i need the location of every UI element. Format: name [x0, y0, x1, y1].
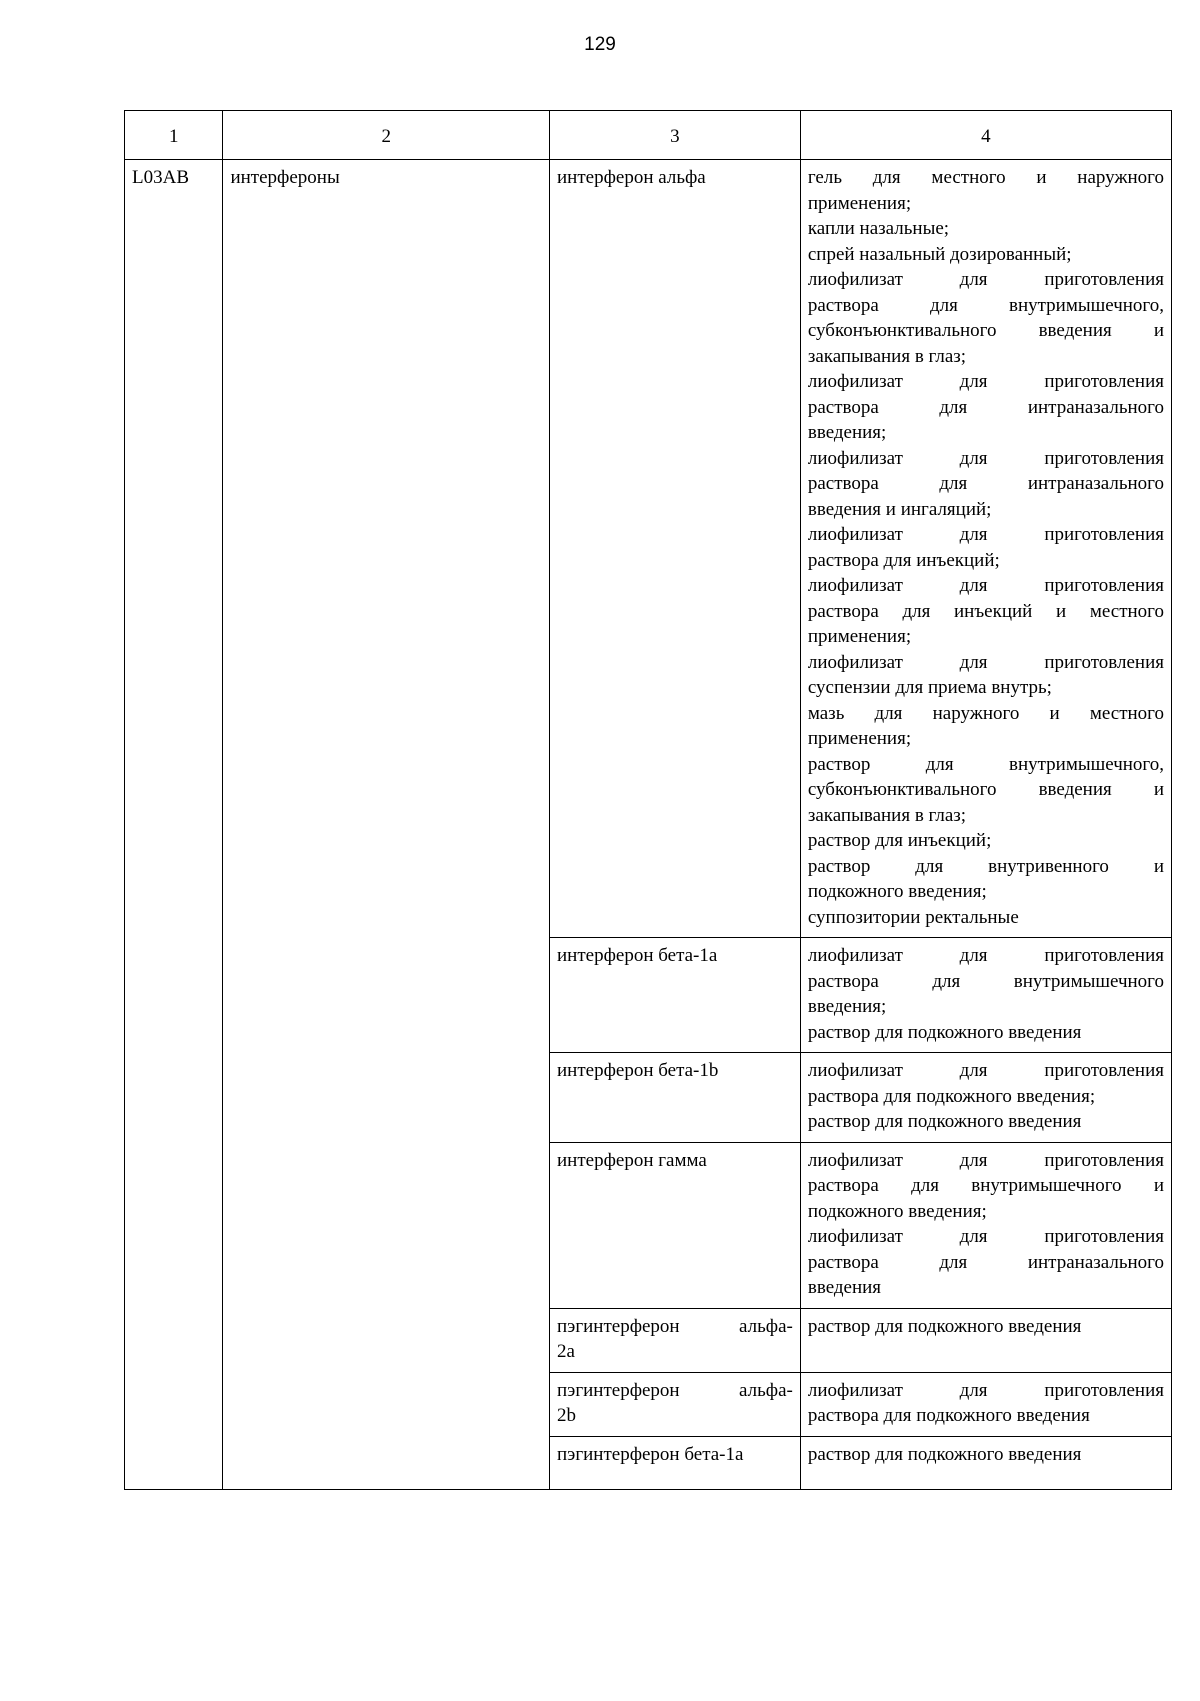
dosage-form-line: раствора для инъекций и местного: [807, 600, 1164, 622]
dosage-form-line: раствора для интраназального: [807, 396, 1164, 418]
drug-name-cell: [550, 160, 801, 938]
dosage-form-line: лиофилизат для приготовления: [807, 1226, 1164, 1247]
drug-table-body: [125, 111, 1172, 1490]
header-col-3: 3: [550, 111, 801, 160]
dosage-forms-cell: [800, 160, 1171, 938]
dosage-form-line: лиофилизат для приготовления: [807, 1149, 1164, 1171]
drug-name-cell: [550, 1372, 801, 1436]
dosage-form-line: закапывания в глаз;: [807, 345, 967, 367]
dosage-form-line: раствор для подкожного введения: [807, 1443, 1082, 1465]
dosage-form-line: субконъюнктивального введения и: [807, 320, 1164, 341]
group-name-cell: интерфероны: [223, 160, 550, 1490]
dosage-form-line: раствора для внутримышечного,: [807, 294, 1164, 316]
dosage-form-line: применения;: [807, 626, 912, 647]
dosage-forms-cell: [800, 938, 1171, 1053]
header-col-4: 4: [800, 111, 1171, 160]
dosage-form-line: раствора для подкожного введения;: [807, 1085, 1096, 1107]
table-row: [125, 160, 1172, 938]
drug-name-line: 2а: [557, 1341, 575, 1362]
dosage-form-line: введения;: [807, 996, 887, 1017]
dosage-form-line: применения;: [807, 192, 912, 214]
dosage-form-line: суппозитории ректальные: [807, 906, 1019, 928]
dosage-form-line: раствор для подкожного введения: [807, 1315, 1082, 1337]
drug-name-line: 2b: [557, 1405, 576, 1426]
dosage-form-line: лиофилизат для приготовления: [807, 447, 1164, 469]
drug-name-line: пэгинтерферон бета-1а: [557, 1443, 744, 1465]
dosage-form-line: введения;: [807, 422, 887, 443]
dosage-form-line: субконъюнктивального введения и: [807, 779, 1164, 800]
dosage-form-line: раствора для инъекций;: [807, 549, 1000, 571]
dosage-form-line: лиофилизат для приготовления: [807, 524, 1164, 545]
dosage-form-line: лиофилизат для приготовления: [807, 1379, 1164, 1401]
drug-name-cell: [550, 938, 801, 1053]
dosage-form-line: раствор для подкожного введения: [807, 1111, 1082, 1132]
dosage-form-line: раствора для внутримышечного и: [807, 1175, 1164, 1196]
dosage-form-line: подкожного введения;: [807, 1200, 987, 1222]
dosage-form-line: лиофилизат для приготовления: [807, 945, 1164, 966]
dosage-form-line: лиофилизат для приготовления: [807, 1060, 1164, 1081]
dosage-form-line: лиофилизат для приготовления: [807, 371, 1164, 392]
dosage-form-line: раствор для инъекций;: [807, 830, 992, 851]
header-col-2: 2: [223, 111, 550, 160]
dosage-form-line: мазь для наружного и местного: [807, 702, 1164, 724]
drug-name-line: интерферон бета-1а: [557, 945, 718, 966]
drug-name-line: пэгинтерферон альфа-: [557, 1379, 793, 1401]
dosage-form-line: суспензии для приема внутрь;: [807, 677, 1052, 698]
dosage-form-line: раствора для подкожного введения: [807, 1405, 1090, 1426]
dosage-form-line: закапывания в глаз;: [807, 804, 967, 826]
dosage-forms-cell: [800, 1053, 1171, 1143]
dosage-form-line: гель для местного и наружного: [807, 167, 1164, 188]
page-number: 129: [584, 34, 616, 55]
dosage-form-line: введения: [807, 1277, 882, 1298]
dosage-form-line: раствор для внутримышечного,: [807, 753, 1164, 775]
dosage-form-line: подкожного введения;: [807, 881, 987, 902]
dosage-forms-cell: [800, 1142, 1171, 1308]
drug-name-line: интерферон альфа: [557, 167, 706, 188]
header-row: [125, 111, 1172, 160]
dosage-form-line: применения;: [807, 728, 912, 749]
dosage-forms-cell: [800, 1308, 1171, 1372]
drug-name-cell: [550, 1142, 801, 1308]
dosage-form-line: лиофилизат для приготовления: [807, 269, 1164, 290]
drug-name-line: пэгинтерферон альфа-: [557, 1315, 793, 1337]
dosage-form-line: введения и ингаляций;: [807, 498, 992, 520]
drug-name-line: интерферон гамма: [557, 1149, 707, 1171]
dosage-form-line: раствор для внутривенного и: [807, 855, 1164, 877]
drug-table: [124, 110, 1172, 1490]
dosage-form-line: раствора для интраназального: [807, 473, 1164, 494]
dosage-form-line: раствора для интраназального: [807, 1251, 1164, 1273]
drug-name-cell: [550, 1308, 801, 1372]
dosage-form-line: лиофилизат для приготовления: [807, 651, 1164, 673]
dosage-forms-cell: [800, 1436, 1171, 1489]
dosage-form-line: лиофилизат для приготовления: [807, 575, 1164, 596]
drug-name-cell: [550, 1053, 801, 1143]
atc-code-cell: L03AB: [125, 160, 223, 1490]
dosage-form-line: капли назальные;: [807, 218, 950, 239]
dosage-form-line: раствора для внутримышечного: [807, 970, 1164, 992]
drug-name-line: интерферон бета-1b: [557, 1060, 719, 1081]
dosage-form-line: спрей назальный дозированный;: [807, 243, 1072, 265]
header-col-1: 1: [125, 111, 223, 160]
dosage-form-line: раствор для подкожного введения: [807, 1021, 1082, 1043]
drug-name-cell: [550, 1436, 801, 1489]
dosage-forms-cell: [800, 1372, 1171, 1436]
